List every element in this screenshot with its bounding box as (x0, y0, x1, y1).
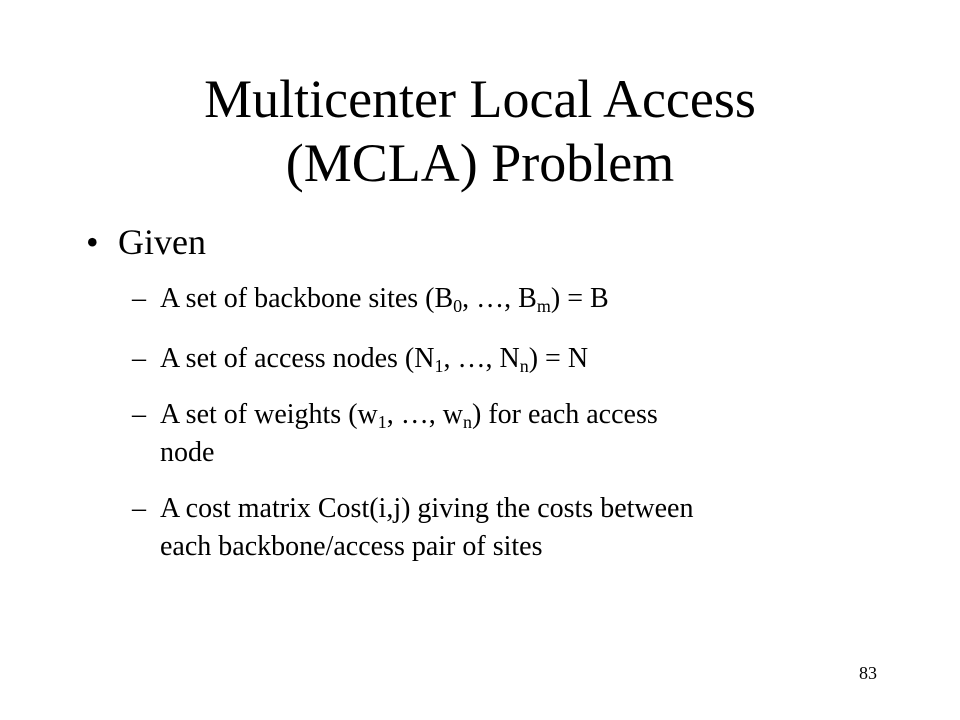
sub-item-cost-matrix (132, 490, 693, 566)
slide-title-line-2: (MCLA) Problem (285, 133, 675, 193)
sub-item-text: , …, B (462, 283, 537, 314)
dash-icon: – (132, 283, 146, 314)
bullet-text: Given (118, 222, 206, 262)
subscript: m (536, 296, 551, 316)
dash-icon: – (132, 493, 146, 524)
bullet-dot-icon: • (86, 222, 99, 262)
sub-item-text: A set of weights (w (160, 399, 378, 430)
dash-icon: – (132, 343, 146, 374)
sub-item-text: ) = N (528, 343, 589, 374)
sub-item-text: A set of backbone sites (B (160, 283, 454, 314)
dash-icon: – (132, 399, 146, 430)
sub-item-access-nodes (132, 340, 588, 378)
subscript: n (519, 356, 529, 376)
subscript: 1 (377, 412, 387, 432)
sub-item-backbone-sites (132, 280, 609, 318)
bullet-given (86, 220, 206, 264)
sub-item-text: ) = B (550, 283, 609, 314)
subscript: 1 (434, 356, 444, 376)
slide-title-line-1: Multicenter Local Access (204, 69, 756, 129)
subscript: n (463, 412, 472, 432)
sub-item-text: , …, N (443, 343, 520, 374)
sub-item-weights (132, 396, 658, 472)
sub-item-text: ) for each access (472, 399, 658, 430)
sub-item-text: A cost matrix Cost(i,j) giving the costs between (160, 493, 694, 524)
subscript: 0 (453, 296, 463, 316)
sub-item-continuation: node (160, 437, 215, 468)
sub-item-text: A set of access nodes (N (160, 343, 435, 374)
page-number: 83 (859, 663, 877, 683)
sub-item-text: , …, w (386, 399, 463, 430)
sub-item-continuation: each backbone/access pair of sites (160, 531, 543, 562)
